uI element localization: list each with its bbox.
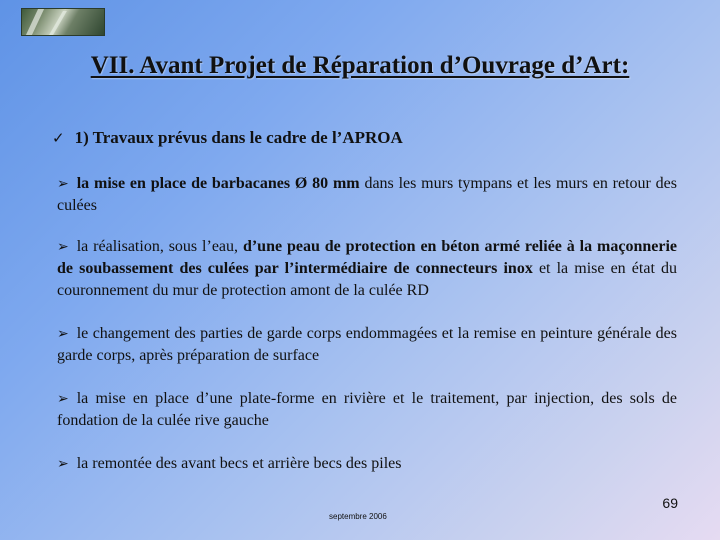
item-text: la mise en place d’une plate-forme en rivière et le traitement, par injection, des sols de fondation de la culée rive gauche [57,390,677,429]
list-item [57,453,677,475]
arrow-bullet-icon: ➢ [57,391,69,407]
section-heading [52,128,403,148]
item-text: dans les murs tympans et les murs en retour des culées [57,175,678,214]
header-thumbnail-photo [21,8,105,36]
arrow-bullet-icon: ➢ [57,239,69,255]
list-item [57,323,677,367]
arrow-bullet-icon: ➢ [57,176,69,192]
footer-date: septembre 2006 [329,512,387,521]
page-number: 69 [662,495,678,511]
checkmark-icon: ✓ [52,129,65,147]
item-bold-text: la mise en place de barbacanes Ø 80 mm [76,175,360,192]
list-item [57,173,677,217]
item-text: la réalisation, sous l’eau, [76,238,243,255]
item-text: le changement des parties de garde corps endommagées et la remise en peinture générale des garde corps, après préparation de surface [57,325,677,364]
slide-title: VII. Avant Projet de Réparation d’Ouvrage d’Art: [90,52,630,79]
list-item [57,388,677,432]
arrow-bullet-icon: ➢ [57,456,69,472]
item-text: la remontée des avant becs et arrière becs des piles [76,455,402,472]
item-text: et la mise en état du couronnement du mur de protection amont de la culée RD [57,260,677,299]
list-item [57,236,677,302]
section-heading-text: 1) Travaux prévus dans le cadre de l’APROA [74,128,403,147]
arrow-bullet-icon: ➢ [57,326,69,342]
item-bold-text: d’une peau de protection en béton armé reliée à la maçonnerie de soubassement des culées par l’intermédiaire de connecteurs inox [57,238,678,277]
